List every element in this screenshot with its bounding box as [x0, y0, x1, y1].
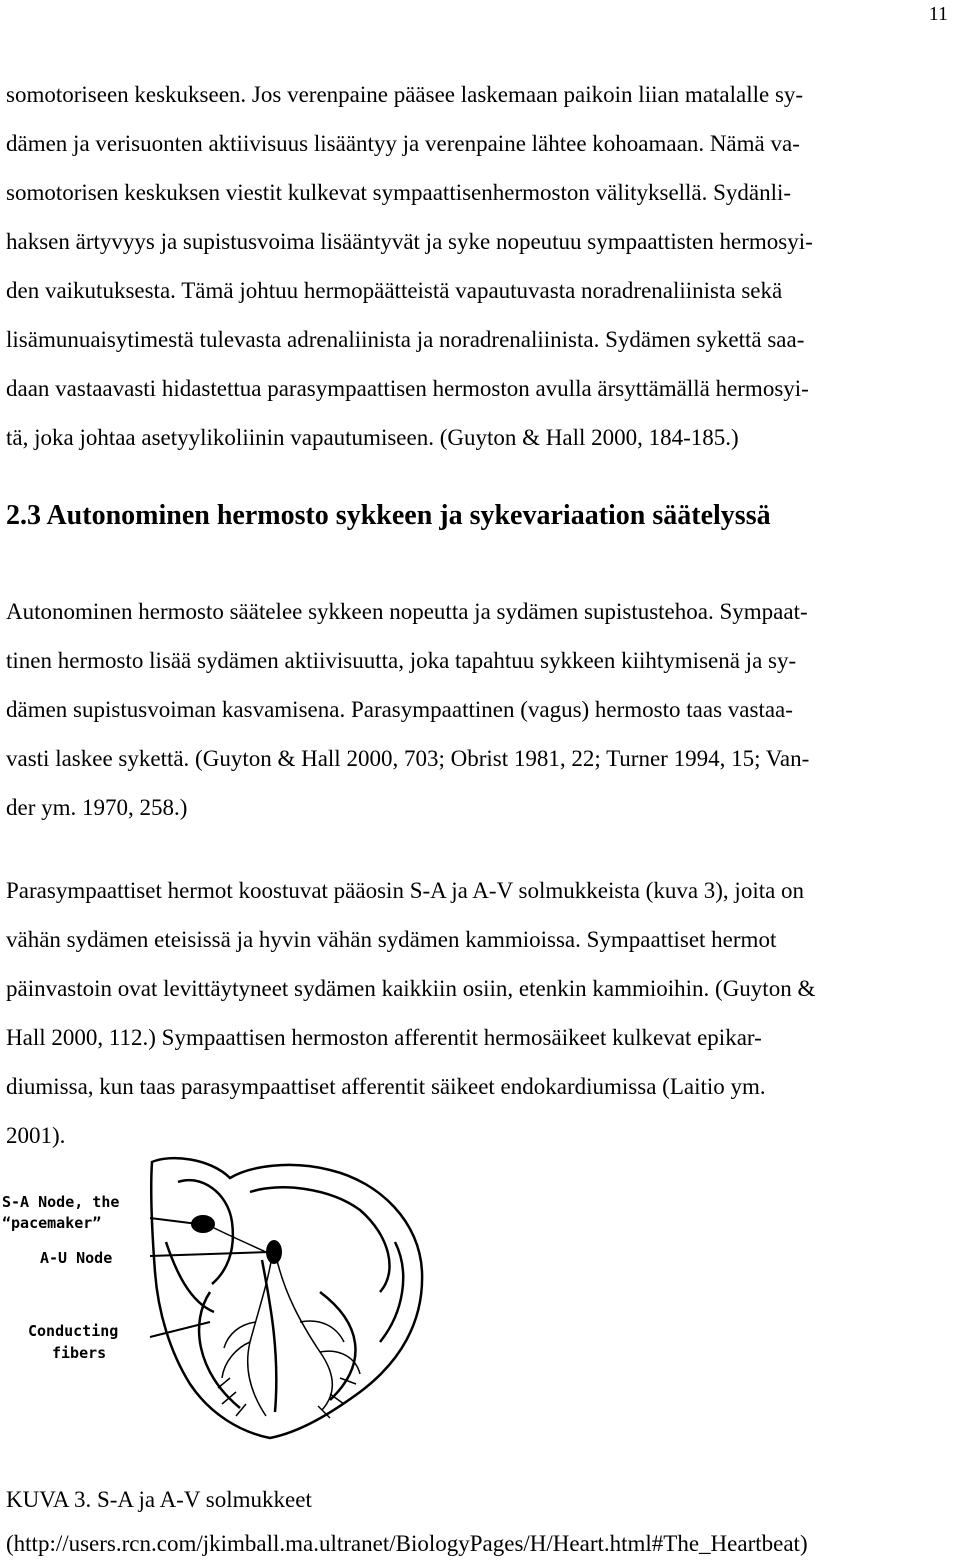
- section-heading: 2.3 Autonominen hermosto sykkeen ja sykevariaation säätelyssä: [6, 500, 771, 531]
- caption-source-url: (http://users.rcn.com/jkimball.ma.ultranet/BiologyPages/H/Heart.html#The_Heartbeat): [6, 1531, 808, 1556]
- paragraph-line: Autonominen hermosto säätelee sykkeen nopeutta ja sydämen supistustehoa. Sympaat-: [6, 599, 808, 624]
- paragraph-line: Hall 2000, 112.) Sympaattisen hermoston afferentit hermosäikeet kulkevat epikar-: [6, 1025, 762, 1050]
- conducting-fibers: [210, 1226, 360, 1418]
- paragraph-line: päinvastoin ovat levittäytyneet sydämen kaikkiin osiin, etenkin kammioihin. (Guyton &: [6, 976, 816, 1001]
- paragraph-line: vähän sydämen eteisissä ja hyvin vähän sydämen kammioissa. Sympaattiset hermot: [6, 927, 777, 952]
- sa-node-label: S-A Node, the: [2, 1193, 120, 1211]
- paragraph-line: haksen ärtyvyys ja supistusvoima lisääntyvät ja syke nopeutuu sympaattisten hermosyi-: [6, 229, 813, 254]
- av-node-icon: [266, 1240, 282, 1264]
- paragraph-line: tä, joka johtaa asetyylikoliinin vapautumiseen. (Guyton & Hall 2000, 184-185.): [6, 425, 739, 450]
- figure-caption: [6, 1478, 808, 1566]
- paragraph-1: [6, 70, 950, 462]
- heart-diagram: [0, 1152, 430, 1442]
- paragraph-line: den vaikutuksesta. Tämä johtuu hermopäätteistä vapautuvasta noradrenaliinista sekä: [6, 278, 783, 303]
- page-number: 11: [928, 3, 948, 25]
- paragraph-line: vasti laskee sykettä. (Guyton & Hall 2000, 703; Obrist 1981, 22; Turner 1994, 15; Van-: [6, 746, 810, 771]
- paragraph-line: somotorisen keskuksen viestit kulkevat sympaattisenhermoston välityksellä. Sydänli-: [6, 180, 792, 205]
- pacemaker-label: “pacemaker”: [2, 1214, 102, 1232]
- sa-node-icon: [191, 1215, 215, 1233]
- paragraph-line: daan vastaavasti hidastettua parasympaattisen hermoston avulla ärsyttämällä hermosyi-: [6, 376, 809, 401]
- paragraph-line: 2001).: [6, 1123, 66, 1148]
- paragraph-3: [6, 866, 950, 1160]
- heart-conduction-figure: [0, 1152, 430, 1442]
- paragraph-line: der ym. 1970, 258.): [6, 795, 188, 820]
- paragraph-line: dämen ja verisuonten aktiivisuus lisääntyy ja verenpaine lähtee kohoamaan. Nämä va-: [6, 131, 800, 156]
- caption-title: KUVA 3. S-A ja A-V solmukkeet: [6, 1487, 312, 1512]
- paragraph-line: tinen hermosto lisää sydämen aktiivisuutta, joka tapahtuu sykkeen kiihtymisenä ja sy-: [6, 648, 797, 673]
- pointer-lines: [150, 1218, 270, 1337]
- heart-outline: [151, 1158, 422, 1438]
- paragraph-line: dämen supistusvoiman kasvamisena. Parasympaattinen (vagus) hermosto taas vastaa-: [6, 697, 793, 722]
- av-node-label: A-U Node: [40, 1249, 113, 1267]
- conducting-label: Conducting: [28, 1322, 119, 1340]
- paragraph-line: somotoriseen keskukseen. Jos verenpaine pääsee laskemaan paikoin liian matalalle sy-: [6, 82, 804, 107]
- paragraph-line: diumissa, kun taas parasympaattiset afferentit säikeet endokardiumissa (Laitio ym.: [6, 1074, 766, 1099]
- fibers-label: fibers: [52, 1344, 107, 1362]
- paragraph-line: Parasympaattiset hermot koostuvat pääosin S-A ja A-V solmukkeista (kuva 3), joita on: [6, 878, 805, 903]
- paragraph-line: lisämunuaisytimestä tulevasta adrenaliinista ja noradrenaliinista. Sydämen sykettä saa-: [6, 327, 805, 352]
- paragraph-2: [6, 587, 950, 832]
